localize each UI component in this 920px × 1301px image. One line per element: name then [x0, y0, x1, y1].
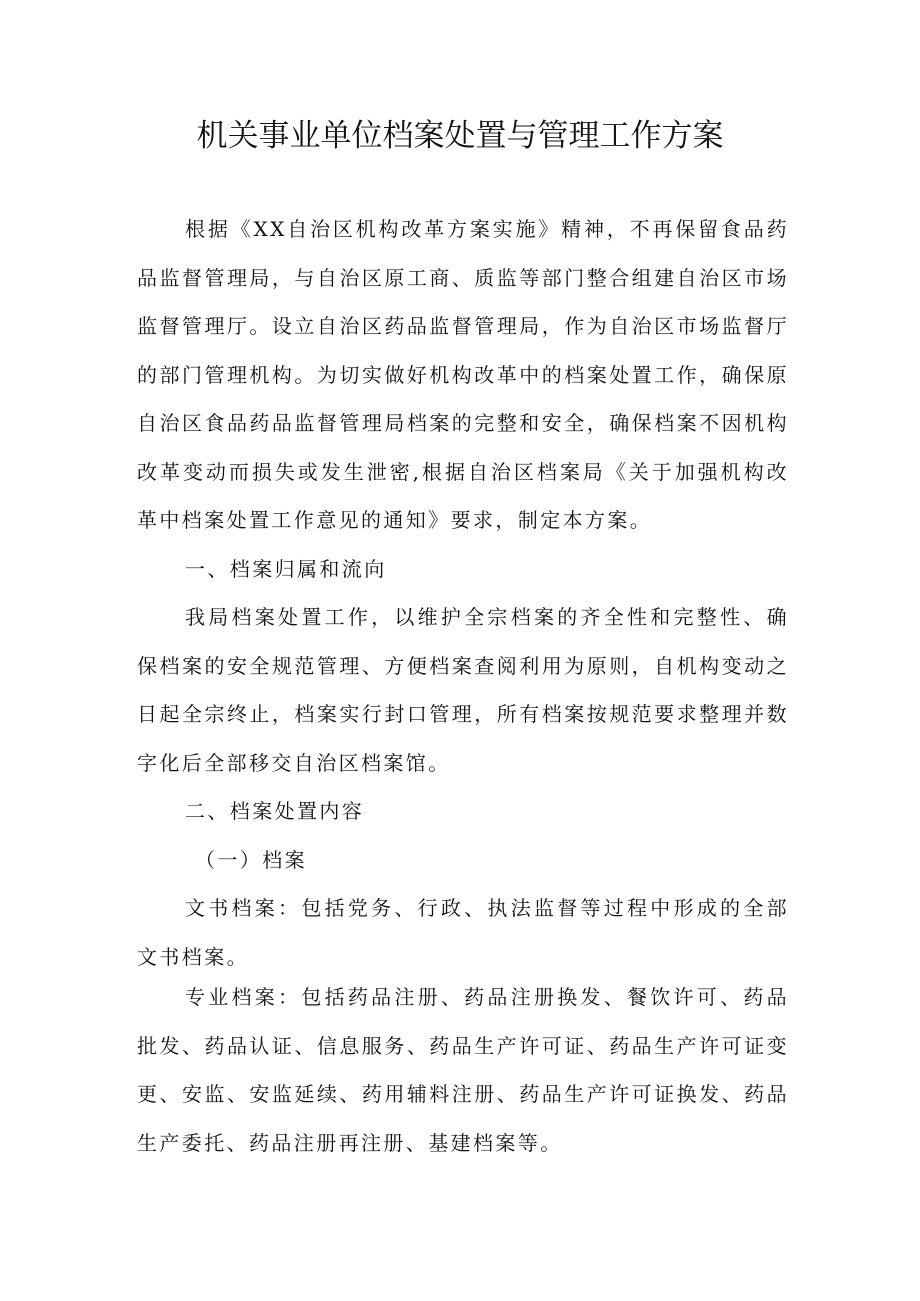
- paragraph-document-archives: 文书档案：包括党务、行政、执法监督等过程中形成的全部文书档案。: [137, 896, 789, 969]
- paragraph-intro: 根据《XX自治区机构改革方案实施》精神，不再保留食品药品监督管理局，与自治区原工商、质监等部门整合组建自治区市场监督管理厅。设立自治区药品监督管理局，作为自治区市场监督厅的部门管理机构。为切实做好机构改革中的档案处置工作，确保原自治区食品药品监督管理局档案的完整和安全，确保档案不因机构改革变动而损失或发生泄密,根据自治区档案局《关于加强机构改革中档案处置工作意见的通知》要求，制定本方案。: [137, 217, 789, 532]
- subsection-heading-1: （一）档案: [195, 848, 307, 872]
- paragraph-archive-ownership: 我局档案处置工作，以维护全宗档案的齐全性和完整性、确保档案的安全规范管理、方便档案查阅利用为原则，自机构变动之日起全宗终止，档案实行封口管理，所有档案按规范要求整理并数字化后全部移交自治区档案馆。: [137, 605, 789, 775]
- section-heading-2: 二、档案处置内容: [185, 799, 365, 823]
- section-heading-1: 一、档案归属和流向: [185, 557, 387, 581]
- document-title: 机关事业单位档案处置与管理工作方案: [196, 118, 724, 154]
- paragraph-professional-archives: 专业档案：包括药品注册、药品注册换发、餐饮许可、药品批发、药品认证、信息服务、药品生产许可证、药品生产许可证变更、安监、安监延续、药用辅料注册、药品生产许可证换发、药品生产委托、药品注册再注册、基建档案等。: [137, 985, 789, 1155]
